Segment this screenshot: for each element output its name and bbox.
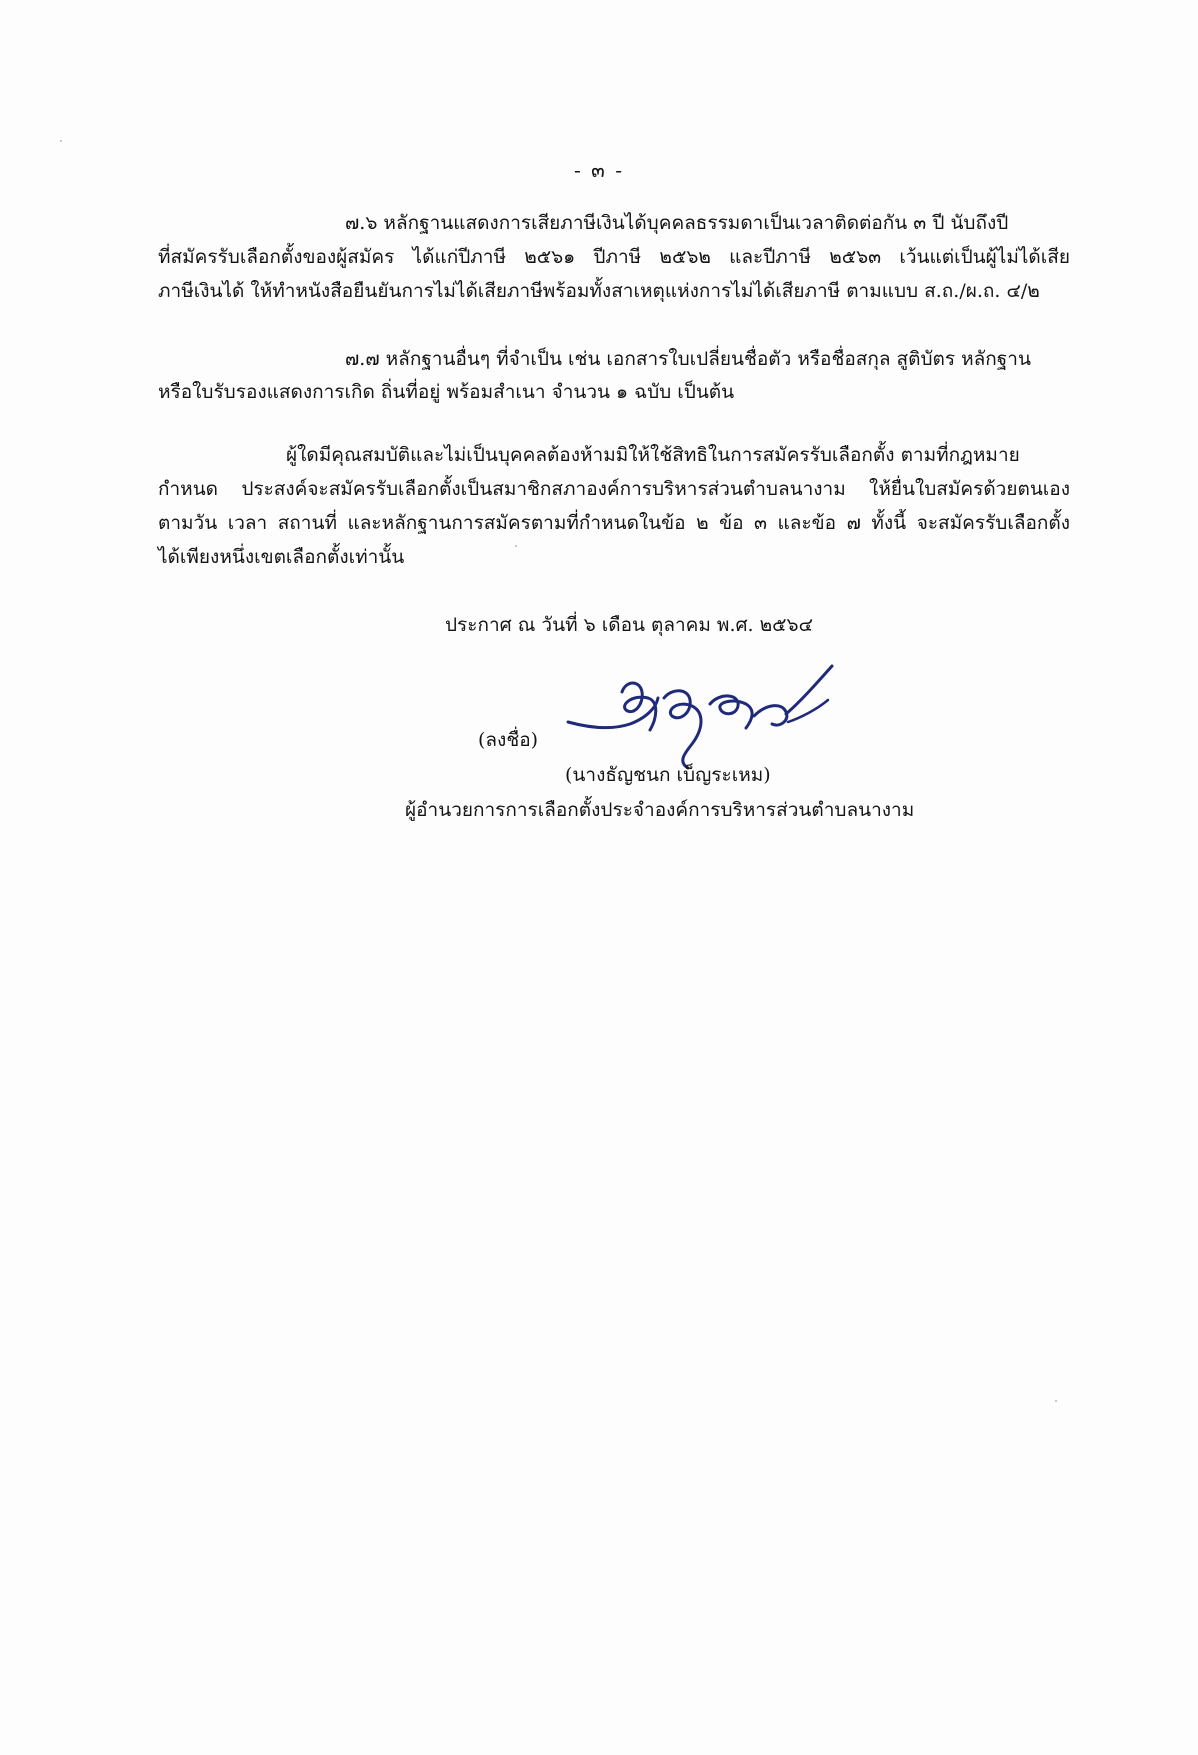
- scan-dot: [515, 545, 517, 547]
- section-7-6-line-3: ภาษีเงินได้ ให้ทำหนังสือยืนยันการไม่ได้เสียภาษีพร้อมทั้งสาเหตุแห่งการไม่ได้เสียภาษี ตามแบบ ส.ถ./ผ.ถ. ๔/๒: [158, 280, 1040, 302]
- sign-label: (ลงชื่อ): [478, 729, 539, 751]
- closing-paragraph-line-1: ผู้ใดมีคุณสมบัติและไม่เป็นบุคคลต้องห้ามมิให้ใช้สิทธิในการสมัครรับเลือกตั้ง ตามที่กฎหมาย: [286, 444, 1020, 466]
- closing-paragraph-line-4: ได้เพียงหนึ่งเขตเลือกตั้งเท่านั้น: [158, 546, 405, 568]
- section-7-7-line-1: ๗.๗ หลักฐานอื่นๆ ที่จำเป็น เช่น เอกสารใบเปลี่ยนชื่อตัว หรือชื่อสกุล สูติบัตร หลักฐาน: [345, 348, 1031, 370]
- scan-dot: [1055, 1400, 1057, 1402]
- closing-paragraph-line-3: ตามวัน เวลา สถานที่ และหลักฐานการสมัครตามที่กำหนดในข้อ ๒ ข้อ ๓ และข้อ ๗ ทั้งนี้ จะสมัครรับเลือกตั้ง: [158, 512, 1070, 534]
- section-7-7-line-2: หรือใบรับรองแสดงการเกิด ถิ่นที่อยู่ พร้อมสำเนา จำนวน ๑ ฉบับ เป็นต้น: [158, 381, 735, 403]
- section-7-6-line-2: ที่สมัครรับเลือกตั้งของผู้สมัคร ได้แก่ปีภาษี ๒๕๖๑ ปีภาษี ๒๕๖๒ และปีภาษี ๒๕๖๓ เว้นแต่เป็นผู้ไม่ได้เสีย: [158, 246, 1070, 268]
- section-7-6-line-1: ๗.๖ หลักฐานแสดงการเสียภาษีเงินได้บุคคลธรรมดาเป็นเวลาติดต่อกัน ๓ ปี นับถึงปี: [345, 212, 1009, 234]
- announcement-date: ประกาศ ณ วันที่ ๖ เดือน ตุลาคม พ.ศ. ๒๕๖๔: [445, 614, 813, 636]
- closing-paragraph-line-2: กำหนด ประสงค์จะสมัครรับเลือกตั้งเป็นสมาชิกสภาองค์การบริหารส่วนตำบลนางาม ให้ยื่นใบสมัครด้วยตนเอง: [158, 478, 1070, 500]
- page-number: - ๓ -: [574, 158, 624, 182]
- signer-title: ผู้อำนวยการการเลือกตั้งประจำองค์การบริหารส่วนตำบลนางาม: [405, 799, 915, 821]
- scan-dot: [60, 140, 62, 142]
- signer-name: (นางธัญชนก เบ็ญระเหม): [565, 764, 771, 786]
